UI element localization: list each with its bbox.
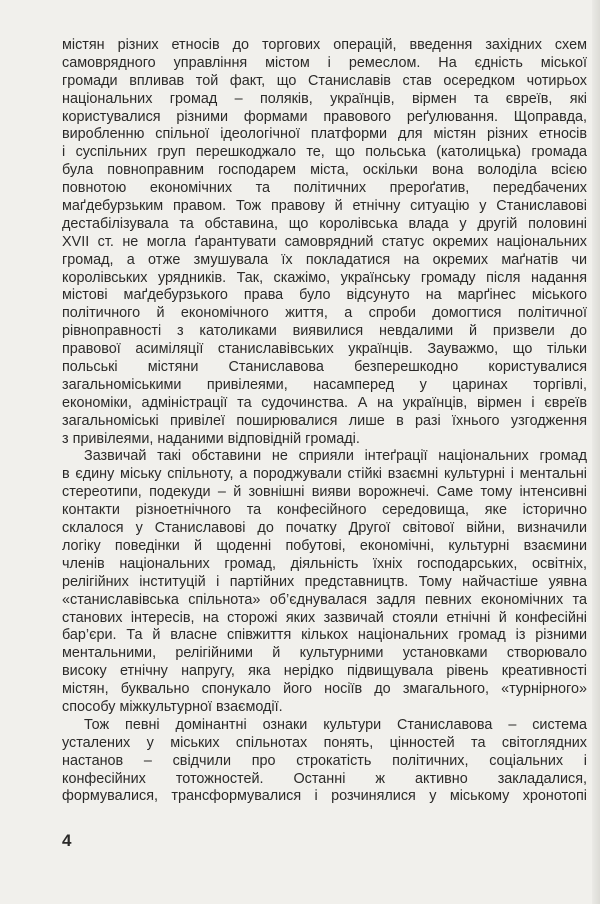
text-line: містян, буквально спонукало його носіїв до змагального, «турнірного» xyxy=(62,681,587,698)
text-line: усталених у міських спільнотах понять, цінностей та світоглядних xyxy=(62,734,587,751)
text-line: стереотипи, подекуди – й зовнішні вияви ворожнечі. Саме тому інтенсивні xyxy=(62,484,587,501)
paragraph xyxy=(62,448,587,716)
text-line: національних громад – поляків, українців, вірмен та євреїв, які xyxy=(62,90,587,107)
page-number: 4 xyxy=(62,831,72,850)
text-line: з привілеями, наданими відповідній громаді. xyxy=(62,430,360,447)
text-line: була повноправним господарем міста, оскільки вона володіла всією xyxy=(62,162,587,179)
text-line: настанов – свідчили про строкатість політичних, соціальних і xyxy=(62,752,587,769)
text-line: економіки, адміністрації та судочинства. А на українців, вірмен і євреїв xyxy=(62,394,587,411)
text-line: громади впливав той факт, що Станиславів став осередком чотирьох xyxy=(62,72,587,89)
text-line: XVII ст. не могла ґарантувати самоврядний статус окремих національних xyxy=(62,233,587,250)
text-line: склалося у Станиславові до початку Другої світової війни, визначили xyxy=(62,520,587,537)
paragraph xyxy=(62,37,587,448)
text-line: громад, а отже змушувала їх покладатися на окремих маґнатів чи xyxy=(62,251,587,268)
text-line: і суспільних груп перешкоджало те, що польська (католицька) громада xyxy=(62,144,587,161)
text-line: користувалися різними формами правового реґулювання. Щоправда, xyxy=(62,108,587,125)
text-line: «станиславівська спільнота» об’єднувалася задля певних економічних та xyxy=(62,591,587,608)
text-line: загальноміськими привілеями, насамперед у царинах торгівлі, xyxy=(62,376,587,393)
text-line: містян різних етносів до торгових операцій, введення західних схем xyxy=(62,37,587,53)
text-line: членів національних громад, діяльність їхніх господарських, освітніх, xyxy=(62,555,587,572)
text-line: правової асиміляції станиславівських українців. Зауважмо, що тільки xyxy=(62,341,587,358)
text-line: загальноміські привілеї поширювалися лише в разі їхнього узгодження xyxy=(62,412,587,429)
page-edge-shadow xyxy=(592,0,600,904)
text-line: Тож певні домінантні ознаки культури Станиславова – система xyxy=(84,716,587,733)
text-line: конфесійних тотожностей. Останні ж активно закладалися, xyxy=(62,770,587,787)
text-line: маґдебурзьким правом. Тож правову й етнічну ситуацію у Станиславові xyxy=(62,198,587,215)
text-line: релігійних інституцій і партійних представництв. Тому найчастіше уявна xyxy=(62,573,587,590)
text-line: польські містяни Станиславова безперешкодно користувалися xyxy=(62,359,587,376)
body-text xyxy=(62,37,587,806)
text-line: Зазвичай такі обставини не сприяли інтеґрації національних громад xyxy=(84,448,587,465)
text-line: рівноправності з католиками виявилися невдалими й призвели до xyxy=(62,323,587,340)
text-line: ментальними, релігійними й культурними установками створювало xyxy=(62,645,587,662)
text-line: способу міжкультурної взаємодії. xyxy=(62,698,283,715)
text-line: формувалися, трансформувалися і розчинялися у міському хронотопі xyxy=(62,788,587,805)
text-line: контакти різноетнічного та конфесійного середовища, яке історично xyxy=(62,502,587,519)
text-line: самоврядного управління містом і ремеслом. На єдність міської xyxy=(62,54,587,71)
text-line: високу етнічну напругу, яка нерідко підвищувала рівень креативності xyxy=(62,663,587,680)
text-line: логіку поведінки й щоденні побутові, економічні, культурні взаємини xyxy=(62,537,587,554)
text-line: повнотою економічних та політичних прероґатив, передбачених xyxy=(62,180,587,197)
text-line: дестабілізувала та обставина, що королівська влада у другій половині xyxy=(62,215,587,232)
text-line: політичного й економічного життя, а спроби домогтися політичної xyxy=(62,305,587,322)
text-line: виробленню спільної ідеологічної платформи для містян різних етносів xyxy=(62,126,587,143)
text-line: містові маґдебурзького права було відсунуто на марґінес міського xyxy=(62,287,587,304)
paragraph xyxy=(62,717,587,806)
text-line: станових інтересів, на сторожі яких зазвичай стояли етнічні й конфесійні xyxy=(62,609,587,626)
text-line: в єдину міську спільноту, а породжували стійкі взаємні культурні і ментальні xyxy=(62,466,587,483)
text-line: королівських урядників. Так, скажімо, українську громаду після надання xyxy=(62,269,587,286)
text-line: бар’єри. Та й власне співжиття кількох національних громад із різними xyxy=(62,627,587,644)
